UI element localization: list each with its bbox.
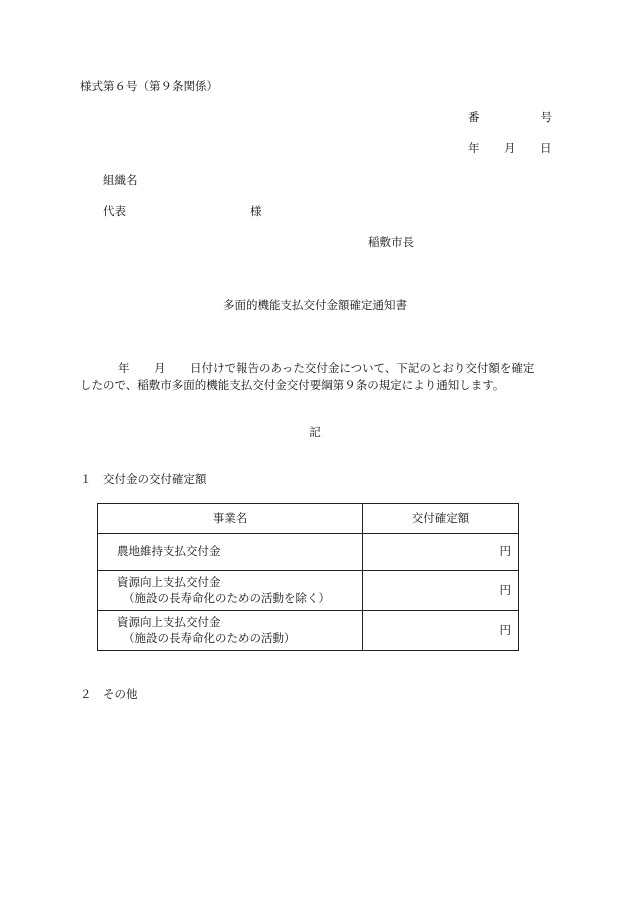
section-1-heading (80, 474, 207, 486)
honorific: 様 (250, 204, 262, 218)
date-year: 年 (468, 141, 480, 155)
project-note: （施設の長寿命化のための活動を除く） (123, 590, 330, 605)
issuer: 稲敷市長 (368, 235, 414, 249)
number-label: 番 (468, 110, 480, 124)
body-line-2: したので、稲敷市多面的機能支払交付金交付要綱第９条の規定により通知します。 (80, 378, 505, 392)
project-name-cell (98, 571, 363, 611)
project-name: 資源向上支払交付金 (117, 574, 221, 589)
project-name-cell (98, 534, 363, 571)
table-row (98, 534, 519, 571)
table-row (98, 611, 519, 651)
section-1-number: １ (80, 472, 92, 486)
section-2-heading (80, 689, 138, 701)
amount-cell: 円 (363, 571, 519, 611)
amount-cell: 円 (363, 534, 519, 571)
section-2-title: その他 (103, 687, 138, 701)
header-amount: 交付確定額 (363, 504, 519, 534)
body-month: 月 (154, 361, 166, 375)
project-name: 農地維持支払交付金 (117, 544, 221, 559)
section-1-title: 交付金の交付確定額 (103, 472, 207, 486)
table-row (98, 571, 519, 611)
amount-cell: 円 (363, 611, 519, 651)
document-number-line (468, 112, 552, 124)
date-day: 日 (540, 141, 552, 155)
project-name: 資源向上支払交付金 (117, 614, 221, 629)
ki-heading: 記 (309, 425, 321, 439)
section-2-number: ２ (80, 687, 92, 701)
header-project-name: 事業名 (98, 504, 363, 534)
project-note: （施設の長寿命化のための活動） (123, 630, 296, 645)
amount-table (97, 503, 519, 651)
organization-name-label: 組織名 (103, 173, 138, 187)
representative-label: 代表 (103, 204, 126, 218)
body-year: 年 (118, 361, 130, 375)
form-number: 様式第６号（第９条関係） (80, 79, 218, 93)
table-header-row (98, 504, 519, 534)
project-name-cell (98, 611, 363, 651)
number-suffix: 号 (540, 110, 552, 124)
document-title: 多面的機能支払交付金額確定通知書 (223, 298, 407, 312)
body-line1-text: 日付けで報告のあった交付金について、下記のとおり交付額を確定 (190, 361, 535, 375)
date-month: 月 (504, 141, 516, 155)
